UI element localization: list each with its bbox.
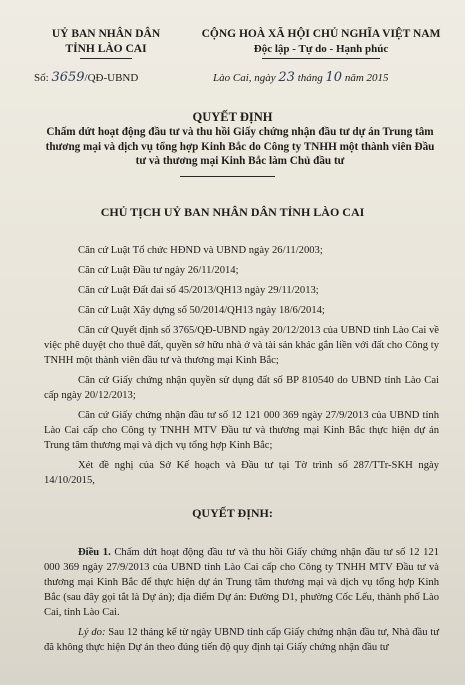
authority-line2: TỈNH LÀO CAI	[65, 43, 147, 55]
motto-underline	[262, 58, 380, 59]
date-day-handwritten: 23	[278, 70, 295, 85]
document-subtitle: Chấm dứt hoạt động đầu tư và thu hồi Giấy chứng nhận đầu tư dự án Trung tâm thương mại và dịch vụ tổng hợp Kinh Bắc do Công ty TNHH một thành viên Đầu tư và thương mại Kinh Bắc làm Chủ đầu tư	[45, 126, 435, 168]
reason-text: Sau 12 tháng kể từ ngày UBND tỉnh cấp Giấy chứng nhận đầu tư, Nhà đầu tư đã không thực hiện Dự án theo đúng tiến độ quy định tại Giấy chứng nhận đầu tư	[44, 627, 439, 653]
doc-number-handwritten: 3659	[51, 70, 85, 85]
issuer-title: CHỦ TỊCH UỶ BAN NHÂN DÂN TỈNH LÀO CAI	[100, 205, 365, 219]
legal-basis: Căn cứ Giấy chứng nhận quyền sử dụng đất số BP 810540 do UBND tỉnh Lào Cai cấp ngày 20/12/2013;	[44, 375, 439, 401]
decision-articles	[44, 545, 439, 660]
legal-basis: Xét đề nghị của Sở Kế hoạch và Đầu tư tại Tờ trình số 287/TTr-SKH ngày 14/10/2015,	[44, 460, 439, 486]
nation-name: CỘNG HOÀ XÃ HỘI CHỦ NGHĨA VIỆT NAM	[201, 28, 441, 40]
legal-basis: Căn cứ Giấy chứng nhận đầu tư số 12 121 000 369 ngày 27/9/2013 của UBND tỉnh Lào Cai cấp cho Công ty TNHH MTV Đầu tư và thương mại Kinh Bắc thực hiện dự án Trung tâm thương mại và dịch vụ tổng hợp Kinh Bắc;	[44, 410, 439, 451]
decision-heading: QUYẾT ĐỊNH:	[192, 506, 273, 520]
authority-underline	[80, 58, 132, 59]
date-month-handwritten: 10	[325, 70, 343, 85]
legal-basis: Căn cứ Luật Tổ chức HĐND và UBND ngày 26/11/2003;	[78, 245, 323, 256]
reason-label: Lý do:	[78, 627, 106, 638]
date-month-label: tháng	[297, 72, 323, 84]
article-1-text: Chấm dứt hoạt động đầu tư và thu hồi Giấy chứng nhận đầu tư số 12 121 000 369 ngày 27/9/2013 của UBND tỉnh Lào Cai cấp cho Công ty TNHH MTV Đầu tư và thương mại Kinh Bắc để thực hiện dự án Trung tâm thương mại và dịch vụ tổng hợp Kinh Bắc (sau đây gọi tắt là Dự án); địa điểm Dự án: Đường D1, phường Cốc Lếu, thành phố Lào Cai, tỉnh Lào Cai.	[44, 547, 439, 618]
date-place: Lào Cai, ngày	[213, 72, 276, 84]
document-number	[34, 70, 138, 85]
national-motto: Độc lập - Tự do - Hạnh phúc	[253, 43, 389, 55]
article-1-label: Điều 1.	[78, 547, 111, 558]
legal-bases	[44, 243, 439, 493]
legal-basis: Căn cứ Luật Đầu tư ngày 26/11/2014;	[78, 265, 239, 276]
legal-basis: Căn cứ Luật Xây dựng số 50/2014/QH13 ngày 18/6/2014;	[78, 305, 325, 316]
issue-date	[213, 70, 389, 85]
doc-number-prefix: Số:	[34, 72, 49, 84]
issuing-authority	[36, 27, 176, 59]
date-year: năm 2015	[344, 72, 389, 84]
national-header	[186, 27, 456, 59]
authority-line1: UỶ BAN NHÂN DÂN	[51, 28, 161, 40]
article-1	[44, 545, 439, 620]
subtitle-underline	[180, 176, 275, 177]
legal-basis: Căn cứ Luật Đất đai số 45/2013/QH13 ngày 29/11/2013;	[78, 285, 319, 296]
reason-paragraph	[44, 625, 439, 655]
document-title: QUYẾT ĐỊNH	[192, 110, 273, 124]
doc-number-suffix: /QĐ-UBND	[84, 72, 139, 84]
legal-basis: Căn cứ Quyết định số 3765/QĐ-UBND ngày 20/12/2013 của UBND tỉnh Lào Cai về việc phê duyệt cho thuê đất, quyền sở hữu nhà ở và tài sản khác gắn liền với đất cho Công ty TNHH một thành viên đầu tư và thương mại Kinh Bắc;	[44, 325, 439, 366]
